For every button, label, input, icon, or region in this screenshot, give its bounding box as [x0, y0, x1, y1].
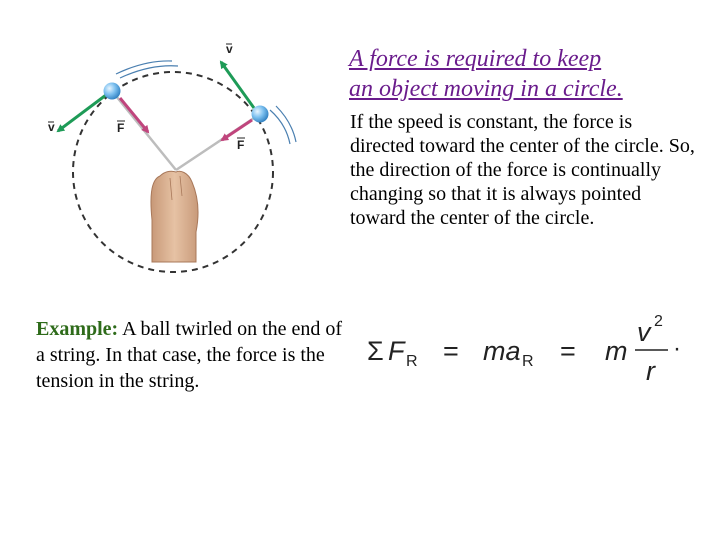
explanation-text: If the speed is constant, the force is directed toward the center of the circle. So, the direction of the force is continually changing so that it is always pointed toward the center of the circle.: [350, 111, 695, 229]
example-label: Example:: [36, 318, 119, 340]
ball-right: [252, 106, 269, 123]
heading-line-2: an object moving in a circle.: [349, 76, 623, 102]
force-label-right: F: [237, 138, 245, 152]
force-vectors: [120, 98, 252, 140]
ball-left: [104, 83, 121, 100]
force-label-left: F: [117, 121, 125, 135]
circular-motion-figure: [0, 0, 350, 300]
hand: [151, 171, 198, 262]
example-text: [36, 316, 352, 394]
motion-streaks: [116, 61, 296, 144]
ma-subscript: R: [522, 353, 534, 370]
velocity-symbol: v: [637, 317, 651, 347]
velocity-label-left: v: [48, 120, 55, 134]
force-subscript: R: [406, 353, 418, 370]
example-body: A ball twirled on the end of a string. In that case, the force is the tension in the string.: [36, 318, 343, 392]
equals-2: =: [560, 336, 576, 366]
sum-symbol: Σ: [367, 336, 384, 366]
radius-symbol: r: [646, 356, 655, 386]
equals-1: =: [443, 336, 459, 366]
balls: [104, 83, 269, 123]
trailing-dot: ·: [673, 335, 681, 362]
centripetal-force-equation: [355, 308, 695, 398]
force-symbol: F: [388, 336, 405, 366]
force-arrow-right: [222, 120, 252, 140]
velocity-arrow-left: [58, 95, 106, 131]
slide-heading: [349, 44, 709, 104]
exponent: 2: [654, 313, 663, 330]
ma-term: ma: [483, 336, 521, 366]
heading-line-1: A force is required to keep: [349, 46, 602, 72]
velocity-label-top: v: [226, 42, 233, 56]
velocity-arrow-right: [221, 62, 254, 108]
mass-symbol: m: [605, 336, 628, 366]
